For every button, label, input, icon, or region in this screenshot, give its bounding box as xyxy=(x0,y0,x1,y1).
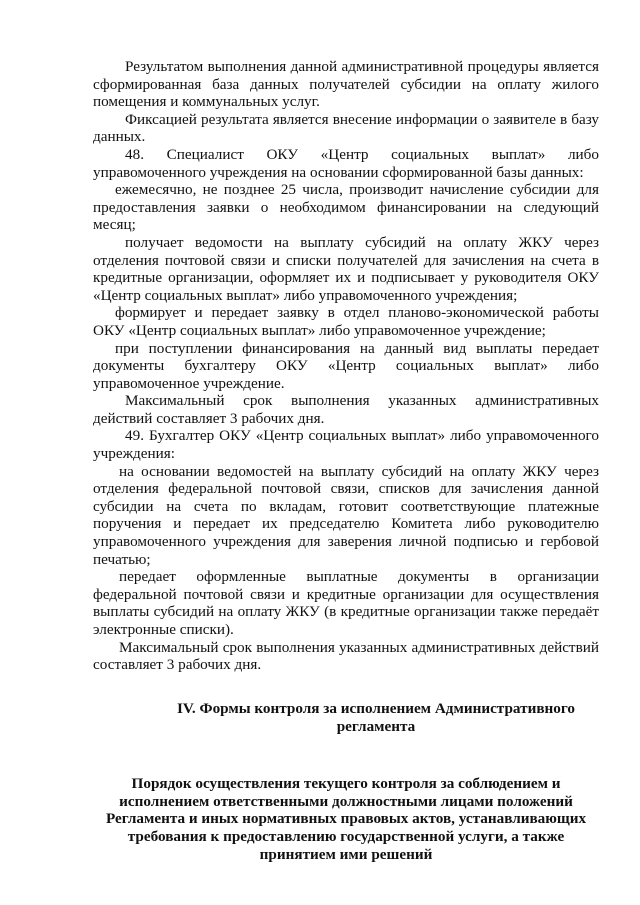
paragraph-receives: получает ведомости на выплату субсидий на оплату ЖКУ через отделения почтовой связи и списки получателей для зачисления на счета в кредитные организации, оформляет их и подписывает у руководителя ОКУ «Центр социальных выплат» либо управомоченного учреждения; xyxy=(93,233,599,304)
paragraph-49: 49. Бухгалтер ОКУ «Центр социальных выплат» либо управомоченного учреждения: xyxy=(93,427,599,463)
paragraph-result: Результатом выполнения данной административной процедуры является сформированная база данных получателей субсидии на оплату жилого помещения и коммунальных услуг. xyxy=(93,58,599,111)
subsection-title: Порядок осуществления текущего контроля за соблюдением и исполнением ответственными должностными лицами положений Регламента и иных нормативных правовых актов, устанавливающих требования к предоставлению государственной услуги, а также принятием ими решений xyxy=(105,775,587,863)
paragraph-max-term-2: Максимальный срок выполнения указанных административных действий составляет 3 рабочих дня. xyxy=(93,638,599,674)
section-title: IV. Формы контроля за исполнением Административного регламента xyxy=(177,700,575,735)
paragraph-48: 48. Специалист ОКУ «Центр социальных выплат» либо управомоченного учреждения на основании сформированной базы данных: xyxy=(93,145,599,181)
section-headings xyxy=(93,700,599,863)
paragraph-fixation: Фиксацией результата является внесение информации о заявителе в базу данных. xyxy=(93,110,599,146)
paragraph-monthly: ежемесячно, не позднее 25 числа, производит начисление субсидии для предоставления заявки о необходимом финансировании на следующий месяц; xyxy=(93,181,599,234)
paragraph-transfers: передает оформленные выплатные документы в организации федеральной почтовой связи и кредитные организации для осуществления выплаты субсидий на оплату ЖКУ (в кредитные организации также передаёт электронные списки). xyxy=(93,568,599,638)
paragraph-funding: при поступлении финансирования на данный вид выплаты передает документы бухгалтеру ОКУ «Центр социальных выплат» либо управомоченное учреждение. xyxy=(93,339,599,392)
body-text xyxy=(93,58,599,674)
paragraph-max-term-1: Максимальный срок выполнения указанных административных действий составляет 3 рабочих дня. xyxy=(93,392,599,427)
paragraph-forms: формирует и передает заявку в отдел планово-экономической работы ОКУ «Центр социальных выплат» либо управомоченное учреждение; xyxy=(93,304,599,339)
paragraph-statements: на основании ведомостей на выплату субсидий на оплату ЖКУ через отделения федеральной почтовой связи, списков для зачисления данной субсидии на счета по вкладам, готовит соответствующие платежные поручения и передает их председателю Комитета либо руководителю управомоченного учреждения для заверения личной подписью и гербовой печатью; xyxy=(93,462,599,568)
